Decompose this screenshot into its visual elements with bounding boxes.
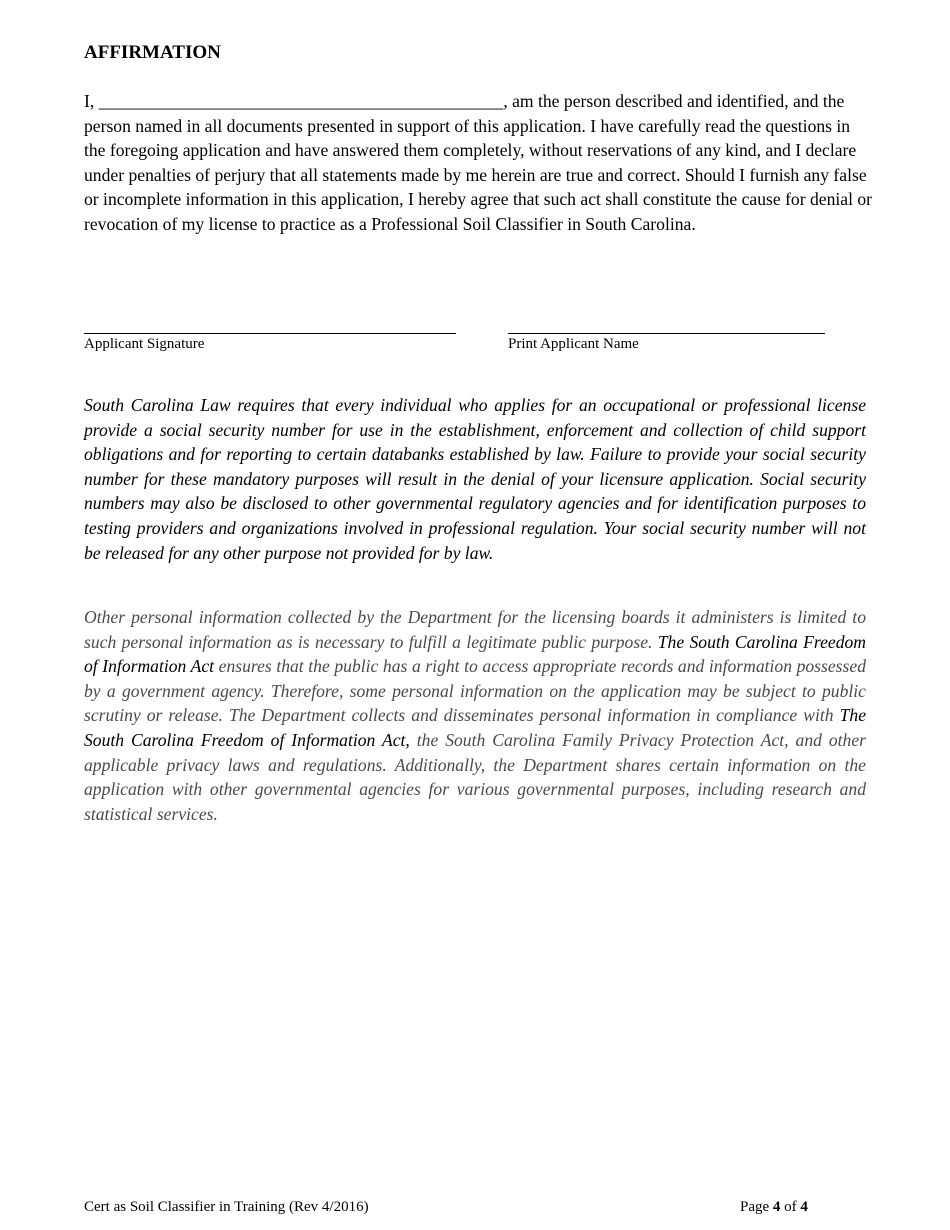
total-pages: 4 xyxy=(800,1199,808,1215)
affirmation-text: , am the person described and identified, and the person named in all documents presented in support of this application. I have carefully read the questions in the foregoing application and have answered them completely, without reservations of any kind, and I declare under penalties of perjury that all statements made by me herein are true and correct. Should I furnish any false or incomplete information in this application, I hereby agree that such act shall constitute the cause for denial or revocation of my license to practice as a Professional Soil Classifier in South Carolina. xyxy=(84,91,873,234)
page-number: Page 4 of 4 xyxy=(740,1199,808,1215)
privacy-text-2: ensures that the public has a right to access appropriate records and information possessed by a government agency. Therefore, some personal information on the application may be subject to public scrutiny or release. The Department collects and disseminates personal information in compliance with xyxy=(84,656,866,726)
privacy-text-1: Other personal information collected by the Department for the licensing boards it administers is limited to such personal information as is necessary to fulfill a legitimate public purpose. xyxy=(84,607,866,652)
name-blank-line: ______________________________________________ xyxy=(98,91,504,111)
affirmation-paragraph xyxy=(84,89,874,236)
form-name: Cert as Soil Classifier in Training (Rev 4/2016) xyxy=(84,1199,369,1215)
print-name-line xyxy=(508,333,825,334)
foia-reference: The South Carolina Freedom of Information Act, xyxy=(84,705,866,750)
signature-label: Applicant Signature xyxy=(84,336,205,352)
ssn-notice-paragraph: South Carolina Law requires that every individual who applies for an occupational or professional license provide a social security number for use in the establishment, enforcement and collection of child support obligations and for reporting to certain databanks established by law. Failure to provide your social security number for these mandatory purposes will result in the denial of your licensure application. Social security numbers may also be disclosed to other governmental regulatory agencies and for identification purposes to testing providers and organizations involved in professional regulation. Your social security number will not be released for any other purpose not provided for by law. xyxy=(84,395,866,563)
page-title: AFFIRMATION xyxy=(84,42,221,63)
privacy-text-3: the South Carolina Family Privacy Protection Act, and other applicable privacy laws and regulations. Additionally, the Department shares certain information on the application with other governmental agencies for various governmental purposes, including research and statistical services. xyxy=(84,729,866,824)
signature-line xyxy=(84,333,456,334)
print-name-label: Print Applicant Name xyxy=(508,336,639,352)
affirmation-prefix: I, xyxy=(84,91,99,111)
foia-reference: The South Carolina Freedom of Information Act xyxy=(84,631,866,677)
privacy-notice-paragraph xyxy=(84,605,866,826)
current-page: 4 xyxy=(772,1199,781,1215)
